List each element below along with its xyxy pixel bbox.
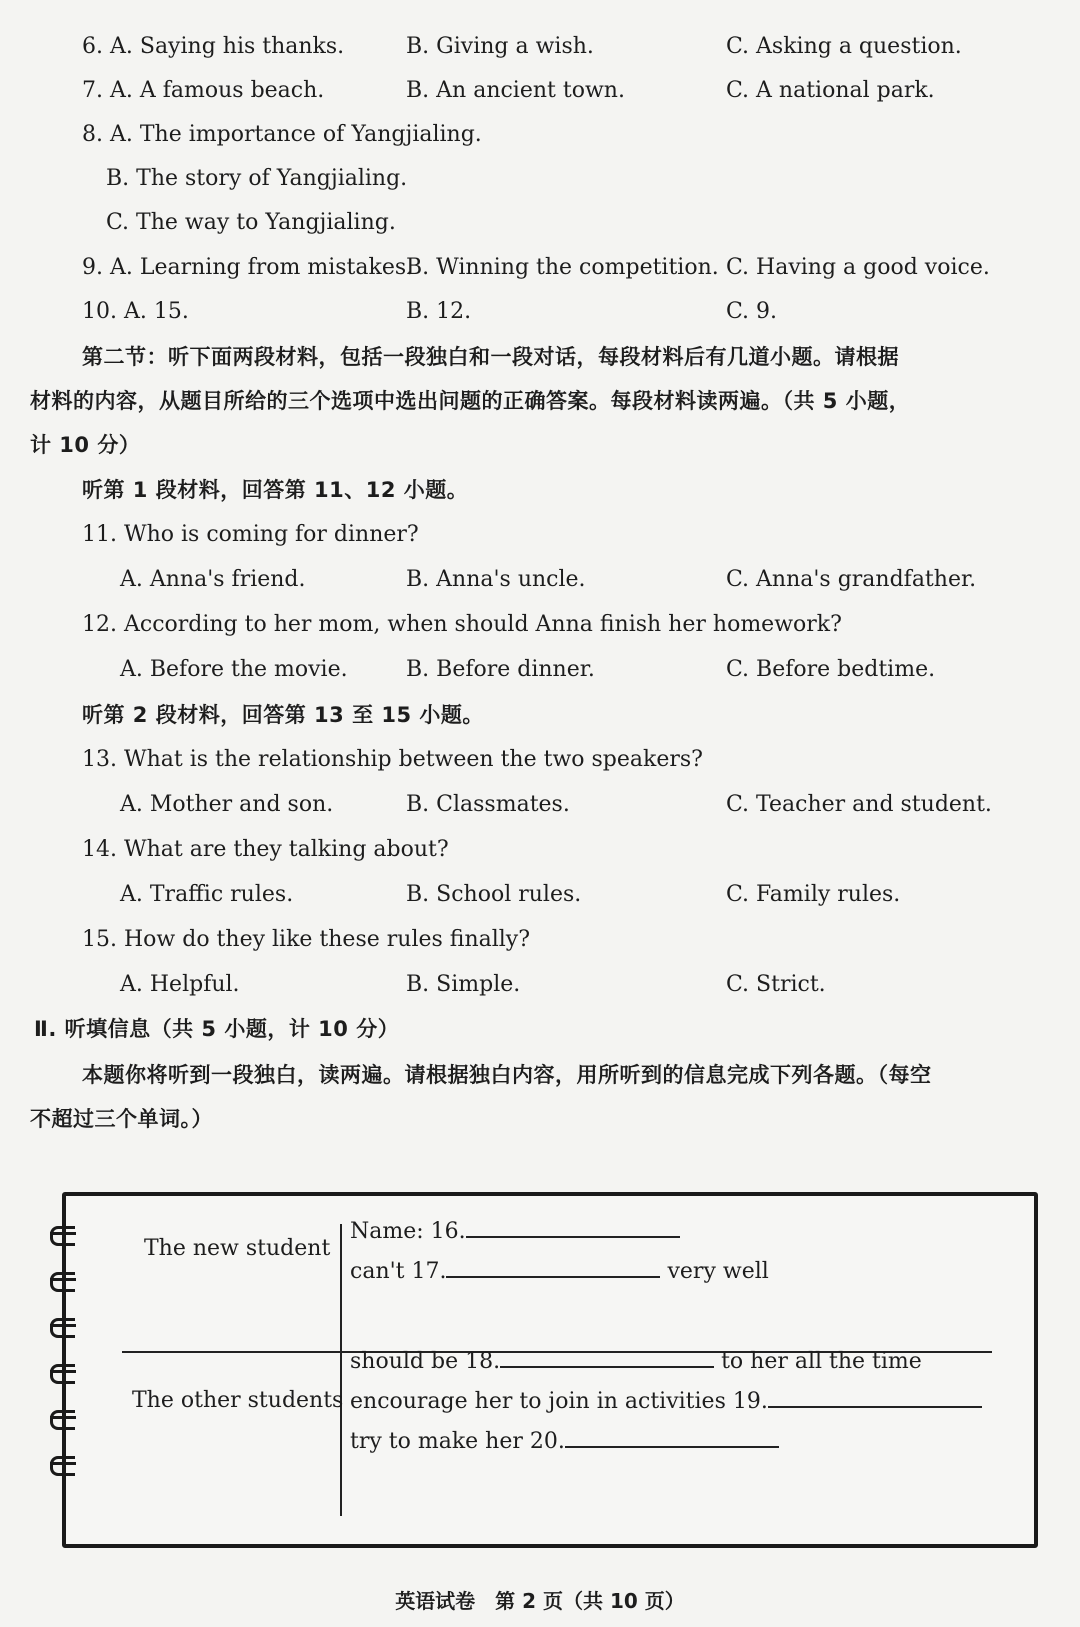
q12-stem: 12. According to her mom, when should Anna finish her homework?: [82, 612, 842, 637]
section2-instruction-line3: 计 10 分）: [30, 433, 141, 457]
q14-option-a: A. Traffic rules.: [120, 882, 294, 907]
q10-option-c: C. 9.: [726, 299, 778, 324]
column-divider: [340, 1224, 342, 1516]
q11-stem: 11. Who is coming for dinner?: [82, 522, 419, 547]
blank-19-line: encourage her to join in activities 19.: [350, 1384, 982, 1414]
q15-option-a: A. Helpful.: [120, 972, 240, 997]
q9-option-a: 9. A. Learning from mistakes.: [82, 255, 414, 280]
blank-16[interactable]: [466, 1214, 680, 1238]
binder-ring-icon: [50, 1408, 80, 1428]
q12-option-c: C. Before bedtime.: [726, 657, 936, 682]
q15-option-c: C. Strict.: [726, 972, 826, 997]
q12-option-a: A. Before the movie.: [120, 657, 348, 682]
q8-option-a: 8. A. The importance of Yangjialing.: [82, 122, 482, 147]
q14-stem: 14. What are they talking about?: [82, 837, 449, 862]
section2-instruction-line1: 第二节：听下面两段材料，包括一段独白和一段对话，每段材料后有几道小题。请根据: [82, 345, 899, 369]
blank-18-line: should be 18. to her all the time: [350, 1344, 922, 1374]
material2-heading: 听第 2 段材料，回答第 13 至 15 小题。: [82, 703, 484, 727]
q14-option-b: B. School rules.: [406, 882, 582, 907]
binder-ring-icon: [50, 1454, 80, 1474]
q7-option-a: 7. A. A famous beach.: [82, 78, 325, 103]
row-label-new-student: The new student: [144, 1236, 331, 1261]
page-footer: 英语试卷 第 2 页（共 10 页）: [395, 1589, 685, 1613]
q10-option-a: 10. A. 15.: [82, 299, 189, 324]
row-label-other-students: The other students: [132, 1388, 344, 1413]
q12-option-b: B. Before dinner.: [406, 657, 595, 682]
q11-option-b: B. Anna's uncle.: [406, 567, 586, 592]
part2-instruction-line2: 不超过三个单词。）: [30, 1107, 213, 1131]
blank-18[interactable]: [500, 1344, 714, 1368]
blank-20[interactable]: [565, 1424, 779, 1448]
q6-option-a: 6. A. Saying his thanks.: [82, 34, 345, 59]
binder-ring-icon: [50, 1316, 80, 1336]
blank-17-line: can't 17. very well: [350, 1254, 769, 1284]
q13-option-c: C. Teacher and student.: [726, 792, 992, 817]
blank-17[interactable]: [446, 1254, 660, 1278]
q15-option-b: B. Simple.: [406, 972, 521, 997]
binder-ring-icon: [50, 1362, 80, 1382]
q8-option-b: B. The story of Yangjialing.: [106, 166, 408, 191]
q7-option-c: C. A national park.: [726, 78, 935, 103]
part2-instruction-line1: 本题你将听到一段独白，读两遍。请根据独白内容，用所听到的信息完成下列各题。（每空: [82, 1063, 932, 1087]
q9-option-c: C. Having a good voice.: [726, 255, 990, 280]
q8-option-c: C. The way to Yangjialing.: [106, 210, 396, 235]
binder-ring-icon: [50, 1270, 80, 1290]
blank-20-line: try to make her 20.: [350, 1424, 779, 1454]
q11-option-a: A. Anna's friend.: [120, 567, 306, 592]
material1-heading: 听第 1 段材料，回答第 11、12 小题。: [82, 478, 469, 502]
q11-option-c: C. Anna's grandfather.: [726, 567, 977, 592]
q6-option-c: C. Asking a question.: [726, 34, 962, 59]
q13-option-a: A. Mother and son.: [120, 792, 334, 817]
q13-option-b: B. Classmates.: [406, 792, 570, 817]
q13-stem: 13. What is the relationship between the two speakers?: [82, 747, 703, 772]
q9-option-b: B. Winning the competition.: [406, 255, 719, 280]
section2-instruction-line2: 材料的内容，从题目所给的三个选项中选出问题的正确答案。每段材料读两遍。（共 5 小题，: [30, 389, 911, 413]
q7-option-b: B. An ancient town.: [406, 78, 625, 103]
info-table: [62, 1192, 1038, 1548]
blank-16-line: Name: 16.: [350, 1214, 680, 1244]
blank-19[interactable]: [768, 1384, 982, 1408]
q15-stem: 15. How do they like these rules finally?: [82, 927, 531, 952]
binder-ring-icon: [50, 1224, 80, 1244]
part2-heading: Ⅱ. 听填信息（共 5 小题，计 10 分）: [34, 1017, 400, 1041]
q14-option-c: C. Family rules.: [726, 882, 901, 907]
q10-option-b: B. 12.: [406, 299, 472, 324]
q6-option-b: B. Giving a wish.: [406, 34, 594, 59]
